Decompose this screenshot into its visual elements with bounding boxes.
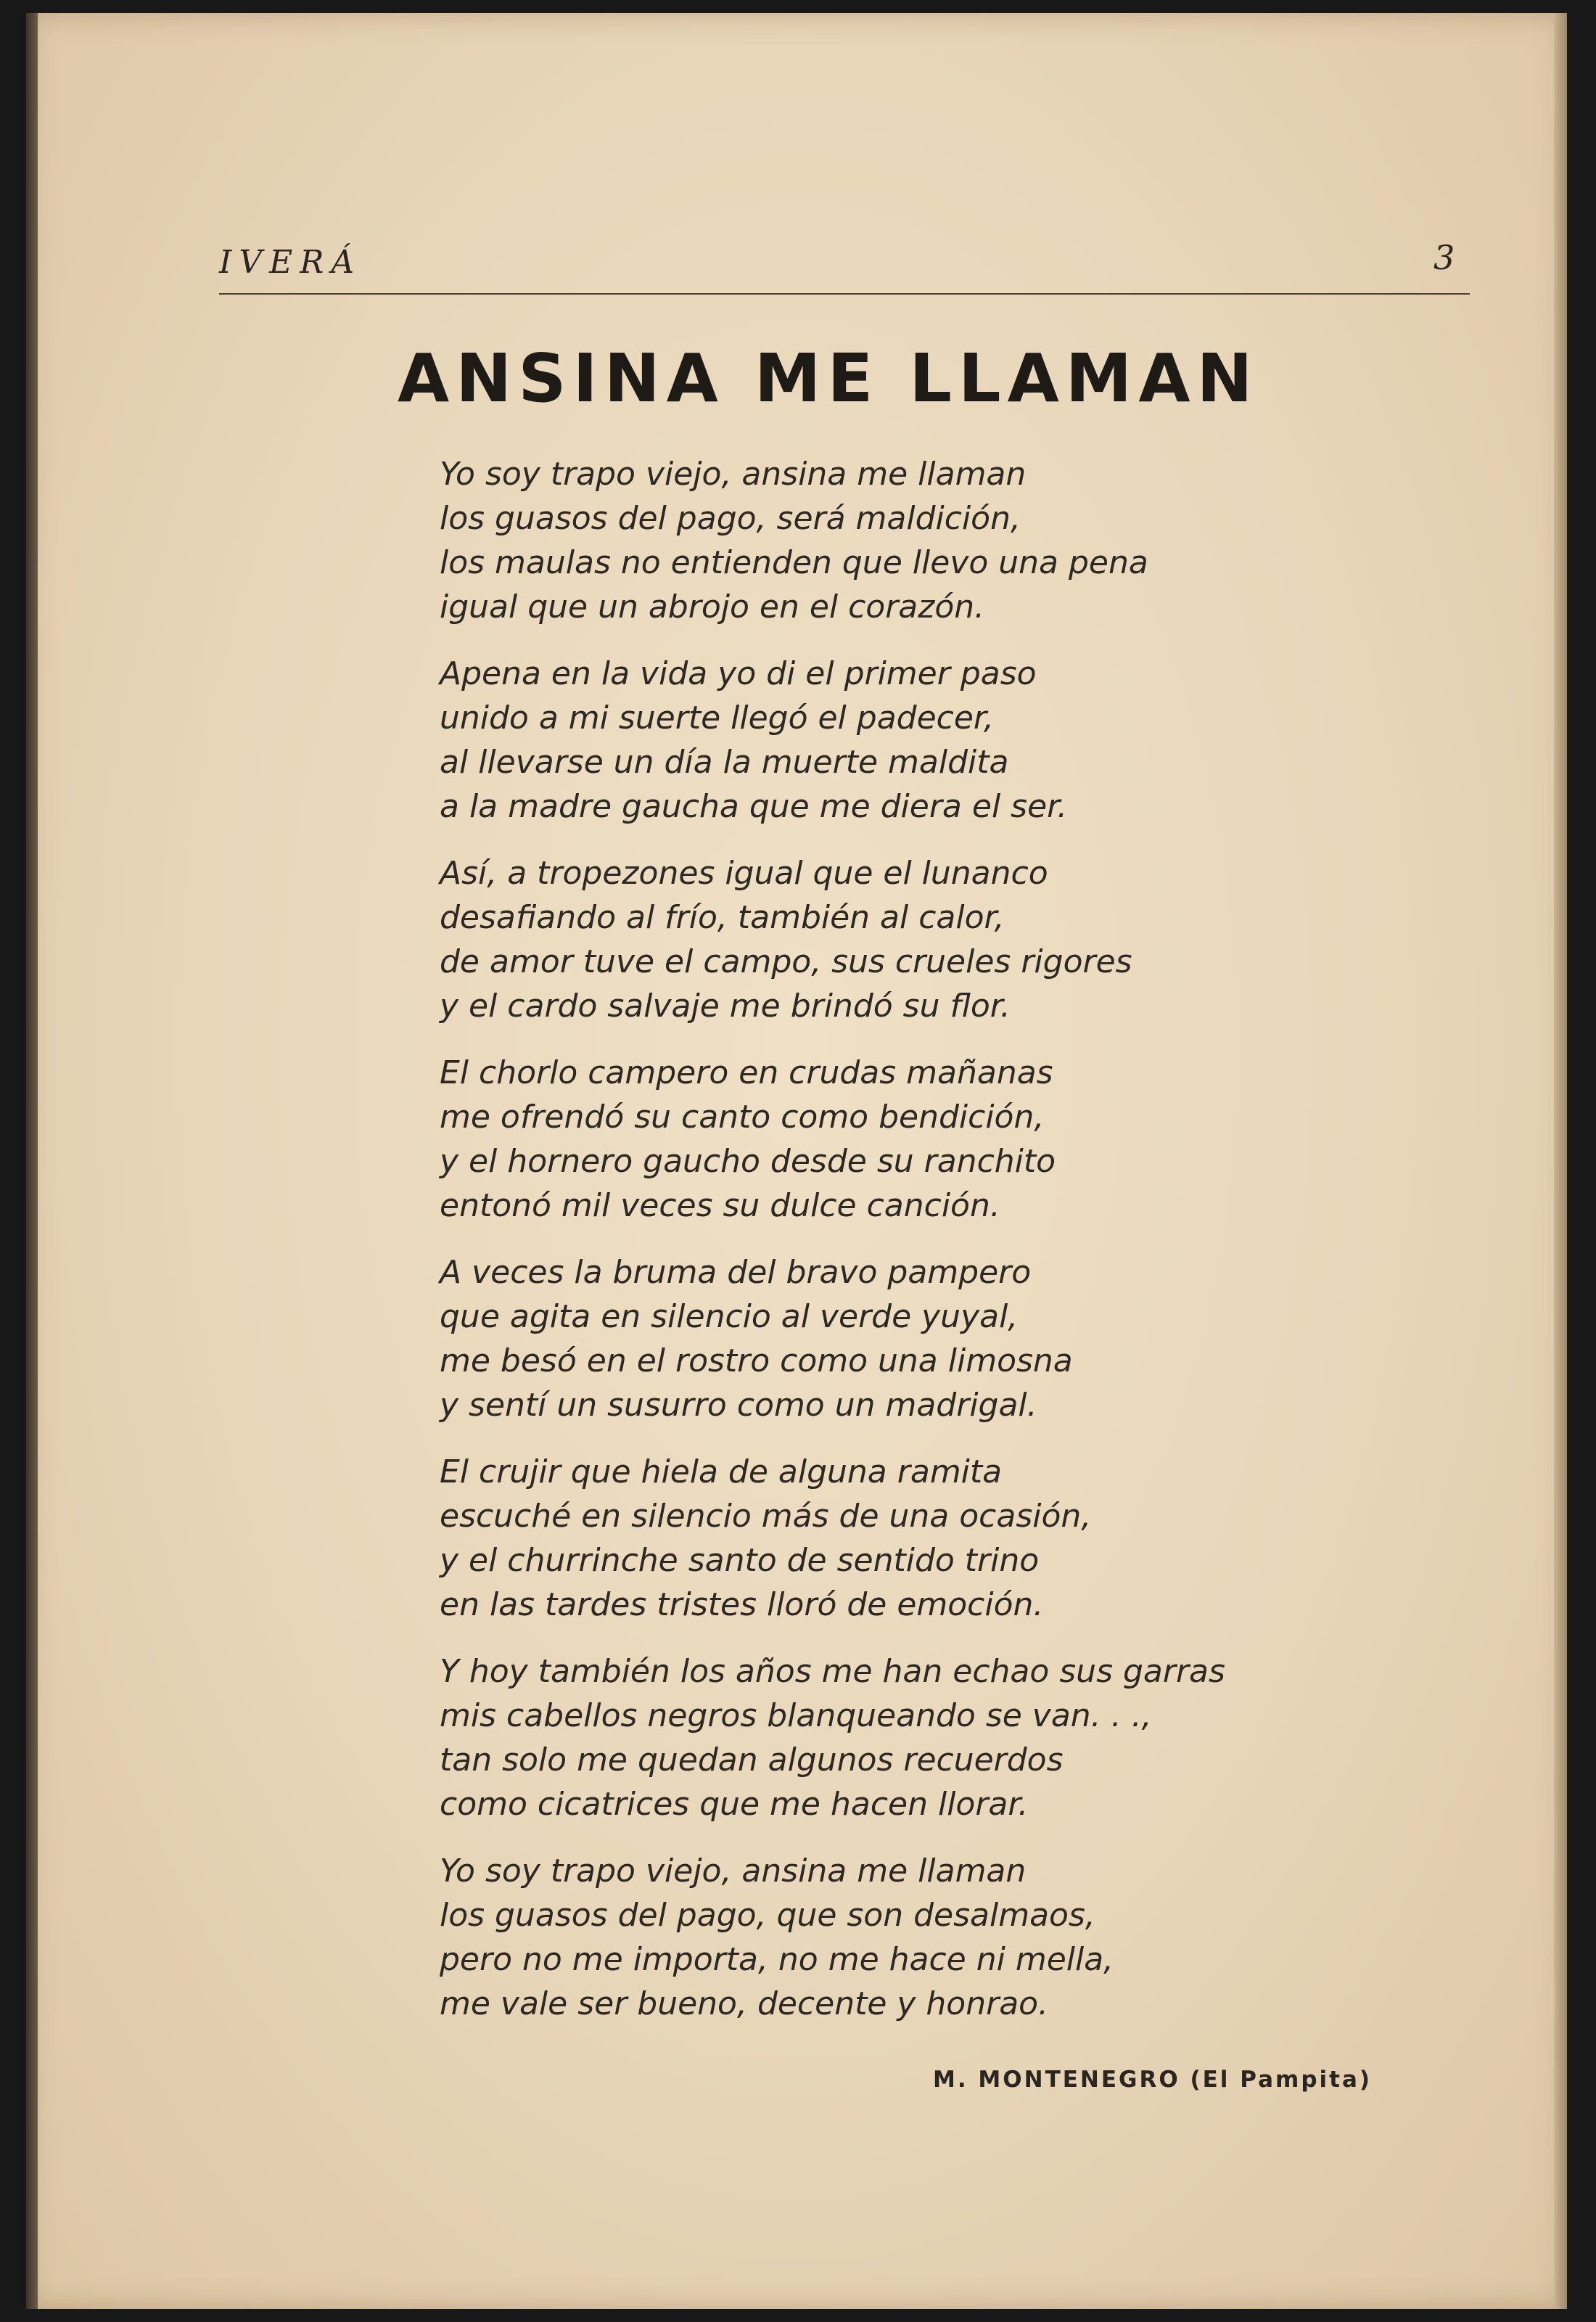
running-header-title: IVERÁ xyxy=(219,244,362,281)
poem-line: los maulas no entienden que llevo una pena xyxy=(440,544,1148,581)
poem-line: los guasos del pago, será maldición, xyxy=(440,500,1021,537)
poem-line: tan solo me quedan algunos recuerdos xyxy=(440,1742,1064,1779)
poem-line: pero no me importa, no me hace ni mella, xyxy=(440,1941,1114,1978)
poem-stanza xyxy=(440,652,1383,829)
poem-line: unido a mi suerte llegó el padecer, xyxy=(440,700,994,737)
poem-line: como cicatrices que me hacen llorar. xyxy=(440,1786,1029,1823)
poem-line: al llevarse un día la muerte maldita xyxy=(440,744,1009,781)
poem-line: los guasos del pago, que son desalmaos, xyxy=(440,1897,1095,1934)
poem-line: y el churrinche santo de sentido trino xyxy=(440,1542,1040,1579)
poem-line: El crujir que hiela de alguna ramita xyxy=(440,1453,1003,1490)
poem-line: Apena en la vida yo di el primer paso xyxy=(440,655,1037,692)
poem-line: y sentí un susurro como un madrigal. xyxy=(440,1387,1037,1424)
poem-line: A veces la bruma del bravo pampero xyxy=(440,1254,1032,1291)
poem-line: El chorlo campero en crudas mañanas xyxy=(440,1054,1053,1091)
poem-stanza xyxy=(440,1649,1383,1826)
poem-stanza xyxy=(440,851,1383,1028)
poem-line: a la madre gaucha que me diera el ser. xyxy=(440,788,1068,825)
poem-stanza xyxy=(440,1250,1383,1427)
poem-stanza xyxy=(440,1450,1383,1627)
poem-line: Así, a tropezones igual que el lunanco xyxy=(440,855,1048,892)
poem-body xyxy=(440,452,1383,2048)
poem-line: igual que un abrojo en el corazón. xyxy=(440,588,985,625)
poem-line: escuché en silencio más de una ocasión, xyxy=(440,1498,1092,1535)
page-number: 3 xyxy=(1433,238,1455,277)
page-spine-shadow xyxy=(26,13,38,2309)
poem-line: que agita en silencio al verde yuyal, xyxy=(440,1298,1019,1335)
poem-line: me vale ser bueno, decente y honrao. xyxy=(440,1985,1049,2022)
poem-author: M. MONTENEGRO (El Pampita) xyxy=(933,2067,1373,2093)
poem-line: y el cardo salvaje me brindó su flor. xyxy=(440,988,1011,1025)
poem-line: de amor tuve el campo, sus crueles rigores xyxy=(440,943,1132,980)
poem-line: me besó en el rostro como una limosna xyxy=(440,1342,1073,1379)
poem-line: Yo soy trapo viejo, ansina me llaman xyxy=(440,456,1027,493)
poem-line: entonó mil veces su dulce canción. xyxy=(440,1187,1000,1224)
poem-line: desafiando al frío, también al calor, xyxy=(440,899,1005,936)
page-edge xyxy=(1554,13,1567,2309)
poem-stanza xyxy=(440,452,1383,629)
poem-line: y el hornero gaucho desde su ranchito xyxy=(440,1143,1056,1180)
poem-line: me ofrendó su canto como bendición, xyxy=(440,1099,1045,1136)
poem-line: mis cabellos negros blanqueando se van. . ., xyxy=(440,1697,1152,1734)
poem-title: ANSINA ME LLAMAN xyxy=(398,340,1259,417)
header-rule xyxy=(219,293,1470,295)
poem-line: Y hoy también los años me han echao sus garras xyxy=(440,1653,1225,1690)
poem-line: Yo soy trapo viejo, ansina me llaman xyxy=(440,1853,1027,1890)
poem-stanza xyxy=(440,1849,1383,2026)
poem-line: en las tardes tristes lloró de emoción. xyxy=(440,1586,1044,1623)
poem-stanza xyxy=(440,1051,1383,1228)
book-page xyxy=(26,13,1567,2309)
